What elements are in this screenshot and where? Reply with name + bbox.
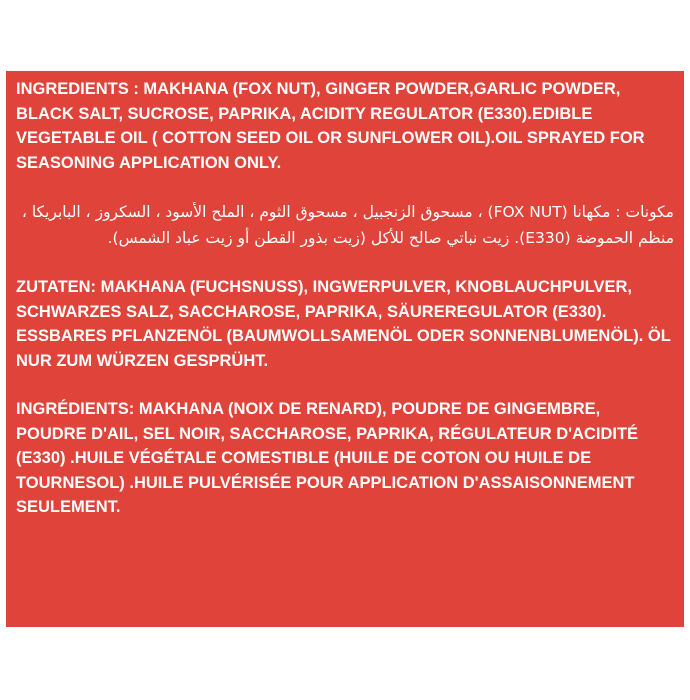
ingredients-english: INGREDIENTS : MAKHANA (FOX NUT), GINGER POWDER,GARLIC POWDER, BLACK SALT, SUCROSE, PAPRIKA, ACIDITY REGULATOR (E330).EDIBLE VEGETABLE OIL ( COTTON SEED OIL OR SUNFLOWER OIL).OIL SPRAYED FOR SEASONING APPLICATION ONLY. [16, 80, 645, 172]
section-spacer [16, 175, 674, 199]
ingredients-label-panel [6, 71, 684, 627]
ingredients-german: ZUTATEN: MAKHANA (FUCHSNUSS), INGWERPULVER, KNOBLAUCHPULVER, SCHWARZES SALZ, SACCHAROSE, PAPRIKA, SÄUREREGULATOR (E330). ESSBARES PFLANZENÖL (BAUMWOLLSAMENÖL ODER SONNENBLUMENÖL). ÖL NUR ZUM WÜRZEN GESPRÜHT. [16, 278, 671, 370]
section-spacer [16, 251, 674, 275]
section-spacer [16, 373, 674, 397]
ingredients-arabic: مكونات : مكهانا (FOX NUT) ، مسحوق الزنجبيل ، مسحوق الثوم ، الملح الأسود ، السكروز ، البابريكا ، منظم الحموضة (E330). زيت نباتي صالح للأكل (زيت بذور القطن أو زيت عباد الشمس). [21, 203, 674, 247]
ingredients-french: INGRÉDIENTS: MAKHANA (NOIX DE RENARD), POUDRE DE GINGEMBRE, POUDRE D'AIL, SEL NOIR, SACCHAROSE, PAPRIKA, RÉGULATEUR D'ACIDITÉ (E330) .HUILE VÉGÉTALE COMESTIBLE (HUILE DE COTON OU HUILE DE TOURNESOL) .HUILE PULVÉRISÉE POUR APPLICATION D'ASSAISONNEMENT SEULEMENT. [16, 400, 639, 516]
